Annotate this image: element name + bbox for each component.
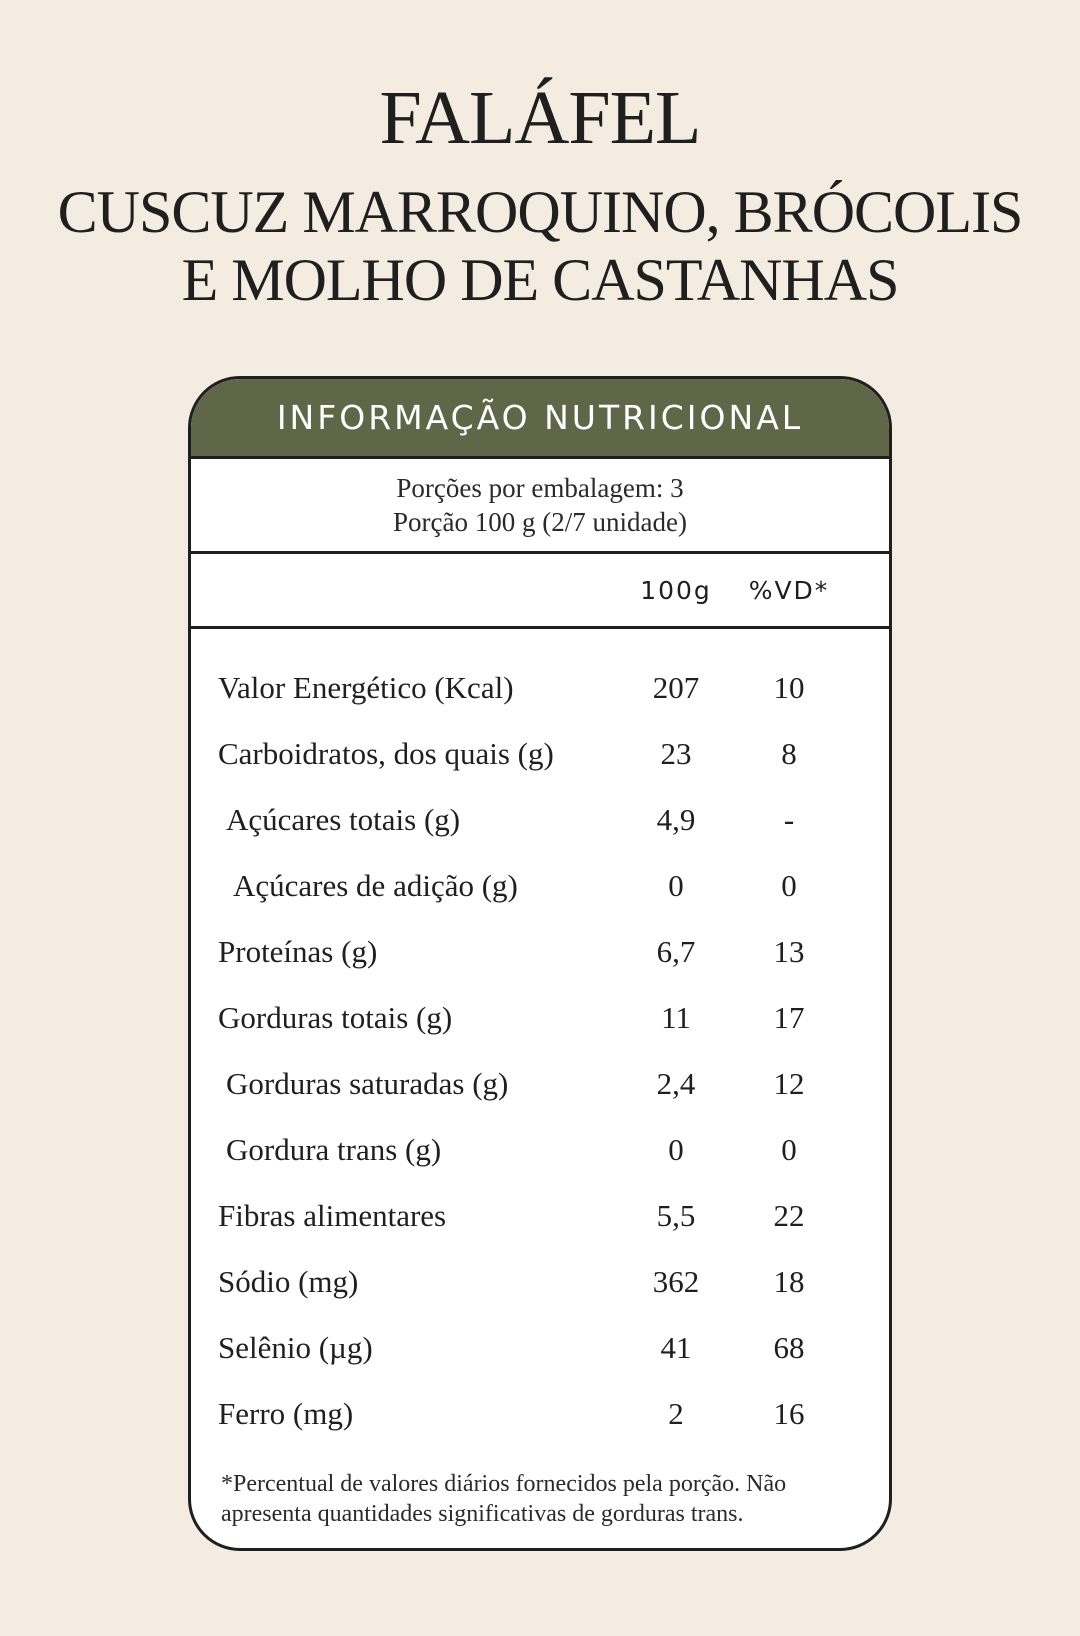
nutrient-amount: 2,4 xyxy=(656,1066,696,1101)
nutrient-row xyxy=(191,985,889,1051)
nutrient-daily-value: 18 xyxy=(773,1264,805,1299)
nutrient-row xyxy=(191,1051,889,1117)
nutrient-label: Valor Energético (Kcal) xyxy=(218,670,514,705)
nutrient-label: Fibras alimentares xyxy=(218,1198,447,1233)
nutrient-amount: 11 xyxy=(661,1000,691,1035)
nutrient-amount: 6,7 xyxy=(656,934,696,969)
nutrient-amount: 362 xyxy=(652,1264,700,1299)
nutrient-row xyxy=(191,787,889,853)
nutrient-daily-value: 13 xyxy=(773,934,805,969)
nutrient-row xyxy=(191,1315,889,1381)
nutrient-amount: 0 xyxy=(668,868,684,903)
nutrient-label: Ferro (mg) xyxy=(218,1396,354,1431)
nutrient-row xyxy=(191,853,889,919)
nutrient-amount: 23 xyxy=(660,736,692,771)
nutrient-daily-value: 68 xyxy=(773,1330,805,1365)
nutrient-label: Carboidratos, dos quais (g) xyxy=(218,736,554,771)
nutrient-label: Gordura trans (g) xyxy=(226,1132,442,1167)
nutrient-daily-value: 0 xyxy=(781,1132,797,1167)
portion-size: Porção 100 g (2/7 unidade) xyxy=(393,507,687,537)
nutrient-label: Sódio (mg) xyxy=(218,1264,359,1299)
nutrient-row xyxy=(191,919,889,985)
product-description-line-2: E MOLHO DE CASTANHAS xyxy=(181,247,899,313)
nutrition-table-header: INFORMAÇÃO NUTRICIONAL xyxy=(191,379,889,459)
nutrient-row xyxy=(191,1117,889,1183)
nutrient-rows xyxy=(191,629,889,1447)
nutrient-label: Açúcares de adição (g) xyxy=(233,868,518,903)
nutrient-amount: 2 xyxy=(668,1396,684,1431)
nutrient-label: Gorduras totais (g) xyxy=(218,1000,453,1035)
column-headers xyxy=(191,554,889,629)
nutrient-amount: 4,9 xyxy=(656,802,696,837)
nutrient-label: Açúcares totais (g) xyxy=(226,802,461,837)
nutrient-label: Proteínas (g) xyxy=(218,934,378,969)
nutrient-amount: 207 xyxy=(652,670,700,705)
column-header-amount: 100g xyxy=(640,576,712,605)
nutrient-daily-value: 12 xyxy=(773,1066,805,1101)
product-title xyxy=(0,70,1080,314)
nutrient-row xyxy=(191,1249,889,1315)
column-header-daily-value: %VD* xyxy=(748,576,830,605)
nutrient-daily-value: 17 xyxy=(773,1000,805,1035)
product-description xyxy=(0,178,1080,314)
nutrient-amount: 0 xyxy=(668,1132,684,1167)
nutrient-daily-value: 0 xyxy=(781,868,797,903)
nutrient-row xyxy=(191,655,889,721)
nutrient-row xyxy=(191,1381,889,1447)
nutrient-daily-value: 10 xyxy=(773,670,805,705)
nutrient-amount: 5,5 xyxy=(656,1198,696,1233)
nutrient-amount: 41 xyxy=(660,1330,692,1365)
nutrient-row xyxy=(191,1183,889,1249)
nutrition-facts-table xyxy=(188,376,892,1551)
footnote: *Percentual de valores diários fornecidos pela porção. Não apresenta quantidades significativas de gorduras trans. xyxy=(221,1471,787,1527)
nutrient-daily-value: - xyxy=(783,802,795,837)
product-description-line-1: CUSCUZ MARROQUINO, BRÓCOLIS xyxy=(57,179,1023,245)
nutrient-daily-value: 22 xyxy=(773,1198,805,1233)
portions-per-pack: Porções por embalagem: 3 xyxy=(396,473,684,503)
nutrient-label: Gorduras saturadas (g) xyxy=(226,1066,509,1101)
nutrient-row xyxy=(191,721,889,787)
nutrient-label: Selênio (µg) xyxy=(218,1330,373,1365)
product-name: FALÁFEL xyxy=(379,76,701,160)
nutrient-daily-value: 8 xyxy=(781,736,797,771)
nutrient-daily-value: 16 xyxy=(773,1396,805,1431)
portion-info xyxy=(191,459,889,554)
